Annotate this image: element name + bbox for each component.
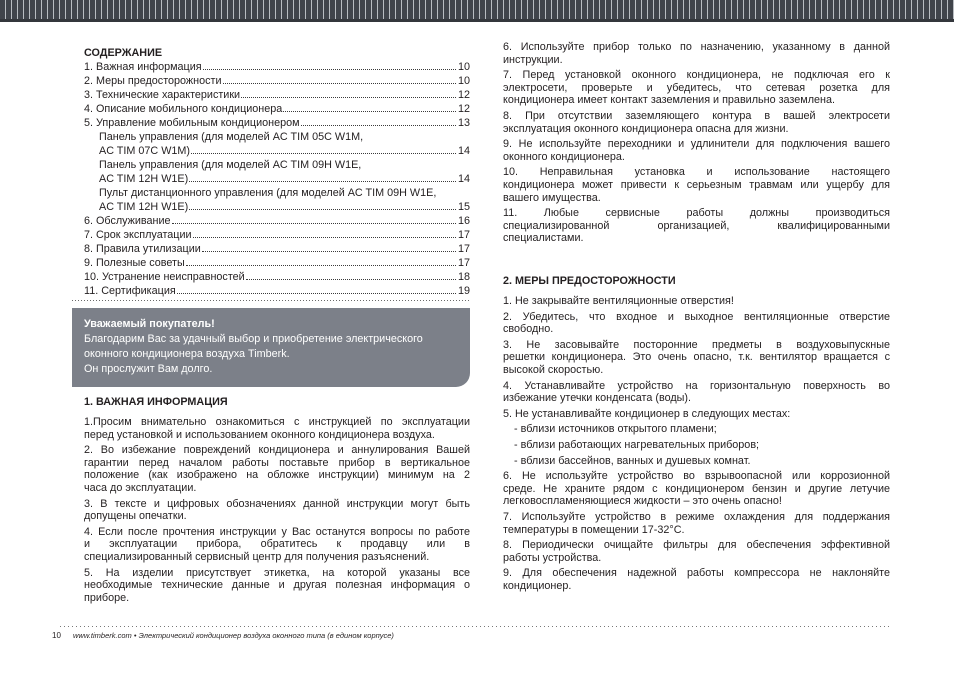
toc-label: 4. Описание мобильного кондиционера	[84, 103, 283, 115]
toc-page: 15	[457, 201, 470, 213]
paragraph	[503, 69, 890, 107]
section-precautions	[503, 274, 890, 595]
paragraph-line: эксплуатация оконного кондиционера опасна для жизни.	[503, 122, 789, 135]
toc-entry	[84, 214, 470, 228]
toc-leader	[202, 251, 456, 252]
paragraph	[503, 207, 890, 245]
toc-entry	[84, 284, 470, 298]
toc-label: 8. Правила утилизации	[84, 243, 201, 255]
toc-leader	[246, 279, 456, 280]
list-item	[503, 439, 890, 452]
toc-entry	[84, 102, 470, 116]
toc-entry	[84, 60, 470, 74]
toc-page: 16	[457, 215, 470, 227]
paragraph-line: необходимые технические данные и другая полезная информация о	[84, 579, 470, 592]
section-body	[503, 295, 890, 592]
toc-page: 14	[457, 145, 470, 157]
toc-leader	[172, 223, 456, 224]
toc-leader	[193, 237, 456, 238]
toc-leader	[301, 125, 456, 126]
paragraph-line: 11. Любые сервисные работы должны производиться	[503, 207, 890, 220]
section-title: 2. МЕРЫ ПРЕДОСТОРОЖНОСТИ	[503, 275, 676, 287]
paragraph-line: 9. Для обеспечения надежной работы компрессора не наклоняйте	[503, 567, 890, 580]
paragraph	[84, 526, 470, 564]
footer	[52, 631, 394, 641]
toc-label: 1. Важная информация	[84, 61, 202, 73]
paragraph-line: и эксплуатации прибора, обратитесь к продавцу или в	[84, 538, 470, 551]
toc-entry	[84, 242, 470, 256]
toc-label: 10. Устранение неисправностей	[84, 271, 245, 283]
list-item	[503, 423, 890, 436]
toc-entry	[84, 256, 470, 270]
paragraph-line: высокой скоростью.	[503, 363, 604, 376]
paragraph	[503, 511, 890, 536]
toc-leader	[223, 83, 456, 84]
paragraph-line: положение (как изображено на обложке инструкции) минимум на 2	[84, 469, 470, 482]
toc-leader	[283, 111, 456, 112]
greeting-box	[72, 308, 470, 387]
section-title: 1. ВАЖНАЯ ИНФОРМАЦИЯ	[84, 396, 228, 408]
paragraph-line: гарантии перед началом работы поставьте прибор в вертикальное	[84, 456, 470, 469]
greeting-line: Благодарим Вас за удачный выбор и приобретение электрического	[84, 333, 423, 345]
paragraph-line: 8. При отсутствии заземляющего контура в вашей электросети	[503, 109, 890, 122]
paragraph-line: специалистами.	[503, 232, 584, 245]
toc-label: 2. Меры предосторожности	[84, 75, 222, 87]
paragraph-line: 4. Устанавливайте устройство на горизонтальную поверхность во	[503, 379, 890, 392]
divider	[72, 300, 470, 301]
section-important-info	[84, 395, 470, 607]
toc-page: 14	[457, 173, 470, 185]
toc-page: 10	[457, 61, 470, 73]
toc-page: 17	[457, 243, 470, 255]
paragraph-line: 6. Используйте прибор только по назначению, указанному в данной	[503, 41, 890, 53]
paragraph-line: 7. Перед установкой оконного кондиционера, не подключая его к	[503, 69, 890, 82]
toc-subentry	[84, 158, 470, 172]
paragraph-line: 1. Не закрывайте вентиляционные отверстия!	[503, 295, 734, 307]
paragraph-line: температуры в помещении 17-32°С.	[503, 523, 685, 536]
paragraph-line: легковоспламеняющиеся жидкости – это очень опасно!	[503, 495, 782, 508]
paragraph-line: кондиционер.	[503, 579, 572, 592]
list-item	[503, 455, 890, 468]
paragraph	[84, 444, 470, 494]
toc-leader	[203, 69, 456, 70]
greeting-title: Уважаемый покупатель!	[84, 318, 215, 330]
toc-label: 3. Технические характеристики	[84, 89, 241, 101]
paragraph-line: оконного кондиционера.	[503, 150, 625, 163]
paragraph-line: 5. Не устанавливайте кондиционер в следующих местах:	[503, 407, 791, 420]
paragraph-line: кондиционера имеет контакт заземления и правильно заземлена.	[503, 94, 835, 107]
paragraph-line: допущены опечатки.	[84, 510, 187, 523]
paragraph	[503, 138, 890, 163]
paragraph-line: 3. В тексте и цифровых обозначениях данной инструкции могут быть	[84, 497, 470, 510]
table-of-contents	[84, 46, 470, 298]
toc-title: СОДЕРЖАНИЕ	[84, 47, 163, 59]
toc-subentry	[84, 130, 470, 144]
paragraph-line: 6. Не используйте устройство во взрывоопасной или коррозионной	[503, 470, 890, 483]
paragraph-line: часа до эксплуатации.	[84, 481, 197, 494]
toc-entry	[84, 228, 470, 242]
toc-page: 13	[457, 117, 470, 129]
paragraph-line: инструкции.	[503, 53, 563, 66]
footer-site: www.timberk.com	[73, 631, 132, 640]
paragraph	[503, 295, 890, 308]
toc-leader	[177, 293, 456, 294]
paragraph	[503, 339, 890, 377]
paragraph-line: 2. Убедитесь, что входное и выходное вентиляционные отверстие	[503, 310, 890, 323]
footer-description: Электрический кондиционер воздуха оконного типа (в едином корпусе)	[138, 631, 394, 640]
section-important-info-continued	[503, 41, 890, 248]
toc-subentry	[84, 144, 470, 158]
paragraph-line: 4. Если после прочтения инструкции у Вас останутся вопросы по работе	[84, 525, 470, 538]
toc-label: Пульт дистанционного управления (для моделей AC TIM 09H W1E,	[99, 187, 437, 199]
toc-subentry	[84, 186, 470, 200]
toc-entry	[84, 270, 470, 284]
paragraph	[503, 380, 890, 405]
paragraph-line: специализированной организацией, квалифицированными	[503, 219, 890, 232]
paragraph-line: 9. Не используйте переходники и удлинители для подключения вашего	[503, 138, 890, 151]
toc-page: 17	[457, 257, 470, 269]
toc-label: Панель управления (для моделей AC TIM 09H W1E,	[99, 159, 362, 171]
paragraph-line: перед установкой и использованием оконного кондиционера воздуха.	[84, 428, 435, 441]
toc-label: 6. Обслуживание	[84, 215, 171, 227]
toc-subentry	[84, 200, 470, 214]
paragraph	[84, 416, 470, 441]
greeting-line: оконного кондиционера воздуха Timberk.	[84, 348, 290, 360]
toc-page: 10	[457, 75, 470, 87]
paragraph-line: кондиционера может привести к серьезным травмам или ущербу для	[503, 178, 890, 191]
paragraph	[503, 166, 890, 204]
toc-label: AC TIM 07C W1M)	[99, 145, 190, 157]
paragraph-line: 7. Используйте устройство в режиме охлаждения для поддержания	[503, 510, 890, 523]
paragraph	[503, 311, 890, 336]
paragraph-line: 3. Не засовывайте посторонние предметы в воздуховыпускные	[503, 338, 890, 351]
page-number: 10	[52, 631, 61, 640]
paragraph-line: избежание утечки конденсата (воды).	[503, 392, 691, 405]
paragraph-line: 8. Периодически очищайте фильтры для обеспечения эффективной	[503, 539, 890, 552]
paragraph-line: вашего имущества.	[503, 191, 601, 204]
toc-leader	[191, 153, 456, 154]
toc-page: 12	[457, 89, 470, 101]
toc-entry	[84, 116, 470, 130]
toc-leader	[241, 97, 456, 98]
list-item-text: - вблизи бассейнов, ванных и душевых комнат.	[514, 454, 751, 467]
greeting-line: Он прослужит Вам долго.	[84, 363, 213, 375]
header-stripe-band	[0, 0, 954, 22]
paragraph-line: 5. На изделии присутствует этикетка, на которой указаны все	[84, 566, 470, 579]
toc-page: 19	[457, 285, 470, 297]
paragraph-line: решетки кондиционера. Это очень опасно, т.к. вентилятор вращается с	[503, 351, 890, 364]
toc-page: 17	[457, 229, 470, 241]
toc-label: Панель управления (для моделей AC TIM 05C W1M,	[99, 131, 364, 143]
paragraph	[84, 567, 470, 605]
paragraph	[503, 408, 890, 421]
toc-leader	[186, 265, 456, 266]
paragraph-line: свободно.	[503, 323, 554, 336]
toc-subentry	[84, 172, 470, 186]
paragraph	[503, 41, 890, 66]
paragraph-line: приборе.	[84, 591, 130, 604]
paragraph	[503, 110, 890, 135]
paragraph-line: 2. Во избежание повреждений кондиционера и аннулирования Вашей	[84, 444, 470, 457]
toc-entry	[84, 88, 470, 102]
paragraph	[503, 539, 890, 564]
paragraph-line: 1.Просим внимательно ознакомиться с инструкцией по эксплуатации	[84, 416, 470, 428]
section-body	[84, 416, 470, 604]
paragraph-line: специализированный сервисный центр для получения разъяснений.	[84, 550, 430, 563]
toc-label: 11. Сертификация	[84, 285, 176, 297]
toc-page: 12	[457, 103, 470, 115]
toc-label: AC TIM 12H W1E)	[99, 173, 189, 185]
paragraph-line: 10. Неправильная установка и использование настоящего	[503, 166, 890, 179]
paragraph	[84, 498, 470, 523]
list-item-text: - вблизи источников открытого пламени;	[514, 423, 717, 436]
toc-label: 7. Срок эксплуатации	[84, 229, 192, 241]
toc-label: 9. Полезные советы	[84, 257, 185, 269]
toc-label: AC TIM 12H W1E)	[99, 201, 189, 213]
list-item-text: - вблизи работающих нагревательных приборов;	[514, 438, 760, 451]
footer-separator: •	[133, 631, 137, 640]
paragraph	[503, 470, 890, 508]
paragraph-line: электросети, проверьте и убедитесь, что сетевая розетка для	[503, 81, 890, 94]
toc-entry	[84, 74, 470, 88]
toc-label: 5. Управление мобильным кондиционером	[84, 117, 300, 129]
footer-divider	[60, 626, 890, 627]
toc-page: 18	[457, 271, 470, 283]
paragraph-line: работы устройства.	[503, 551, 602, 564]
toc-entries	[84, 60, 470, 298]
toc-leader	[189, 181, 456, 182]
toc-leader	[189, 209, 456, 210]
paragraph-line: среде. Не храните рядом с кондиционером бензин и другие летучие	[503, 482, 890, 495]
paragraph	[503, 567, 890, 592]
